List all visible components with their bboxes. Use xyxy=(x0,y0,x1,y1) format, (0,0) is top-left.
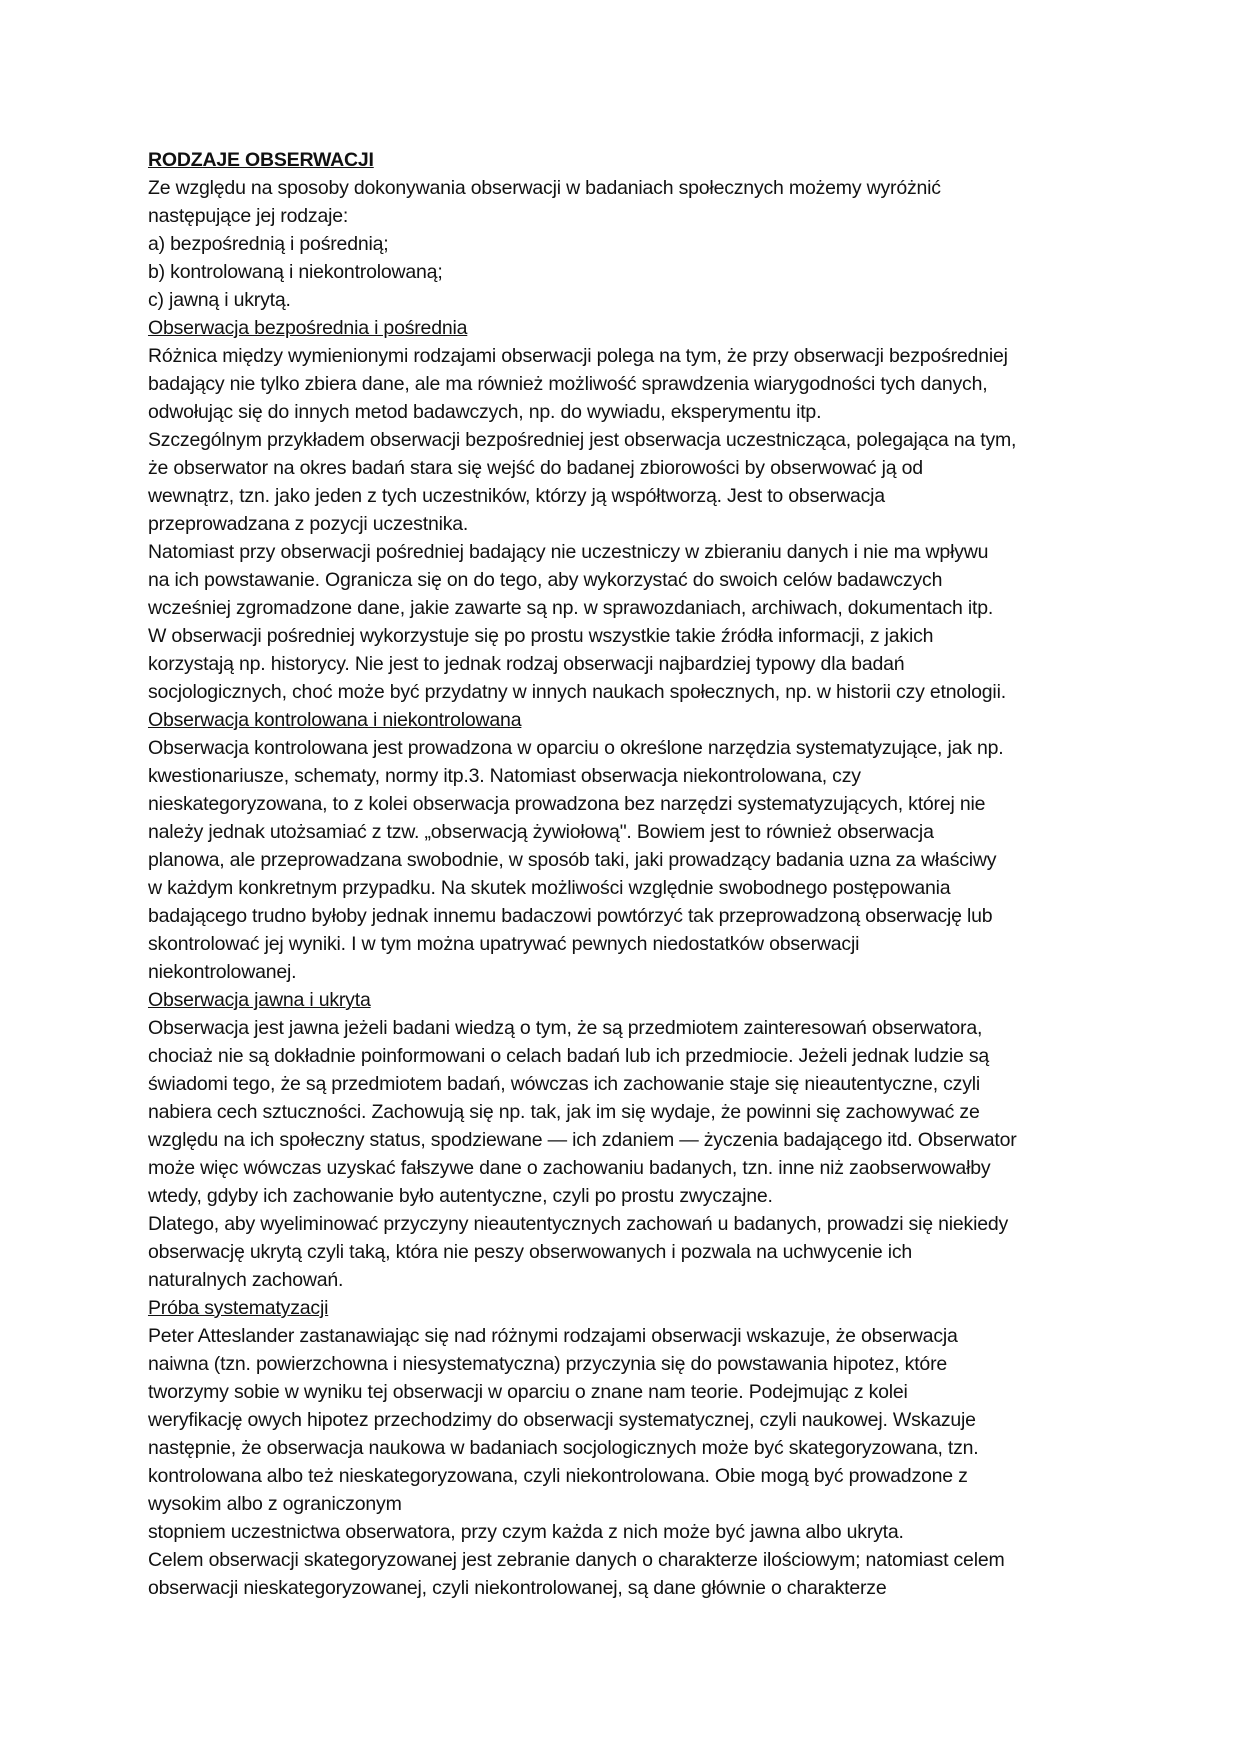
paragraph-line: Szczególnym przykładem obserwacji bezpośredniej jest obserwacja uczestnicząca, polegająca na tym, xyxy=(148,429,1017,451)
section-overt-covert xyxy=(148,986,1098,1294)
paragraph-line: badający nie tylko zbiera dane, ale ma również możliwość sprawdzenia wiarygodności tych danych, xyxy=(148,373,988,395)
paragraph-line: wcześniej zgromadzone dane, jakie zawarte są np. w sprawozdaniach, archiwach, dokumentach itp. xyxy=(148,597,994,619)
section-heading: Obserwacja bezpośrednia i pośrednia xyxy=(148,317,468,339)
document-title: RODZAJE OBSERWACJI xyxy=(148,149,374,171)
paragraph-line: w każdym konkretnym przypadku. Na skutek możliwości względnie swobodnego postępowania xyxy=(148,877,951,899)
paragraph-line: może więc wówczas uzyskać fałszywe dane o zachowaniu badanych, tzn. inne niż zaobserwowałby xyxy=(148,1157,991,1179)
paragraph-line: wtedy, gdyby ich zachowanie było autentyczne, czyli po prostu zwyczajne. xyxy=(148,1185,773,1207)
paragraph-line: chociaż nie są dokładnie poinformowani o celach badań lub ich przedmiocie. Jeżeli jednak ludzie są xyxy=(148,1045,990,1067)
paragraph-line: Natomiast przy obserwacji pośredniej badający nie uczestniczy w zbieraniu danych i nie ma wpływu xyxy=(148,541,989,563)
paragraph-line: badającego trudno byłoby jednak innemu badaczowi powtórzyć tak przeprowadzoną obserwację lub xyxy=(148,905,993,927)
section-heading: Obserwacja kontrolowana i niekontrolowana xyxy=(148,709,522,731)
intro-block xyxy=(148,174,1098,314)
intro-line: Ze względu na sposoby dokonywania obserwacji w badaniach społecznych możemy wyróżnić xyxy=(148,177,941,199)
paragraph-line: Różnica między wymienionymi rodzajami obserwacji polega na tym, że przy obserwacji bezpośredniej xyxy=(148,345,1008,367)
paragraph-line: wewnątrz, tzn. jako jeden z tych uczestników, którzy ją współtworzą. Jest to obserwacja xyxy=(148,485,885,507)
paragraph-line: korzystają np. historycy. Nie jest to jednak rodzaj obserwacji najbardziej typowy dla badań xyxy=(148,653,905,675)
paragraph-line: socjologicznych, choć może być przydatny w innych naukach społecznych, np. w historii czy etnologii. xyxy=(148,681,1006,703)
paragraph-line: weryfikację owych hipotez przechodzimy do obserwacji systematycznej, czyli naukowej. Wskazuje xyxy=(148,1409,976,1431)
paragraph-line: nabiera cech sztuczności. Zachowują się np. tak, jak im się wydaje, że powinni się zachowywać ze xyxy=(148,1101,980,1123)
paragraph-line: wysokim albo z ograniczonym xyxy=(148,1493,402,1515)
paragraph-line: W obserwacji pośredniej wykorzystuje się po prostu wszystkie takie źródła informacji, z jakich xyxy=(148,625,934,647)
paragraph-line: planowa, ale przeprowadzana swobodnie, w sposób taki, jaki prowadzący badania uzna za właściwy xyxy=(148,849,997,871)
document-page xyxy=(148,146,1098,1602)
paragraph-line: na ich powstawanie. Ogranicza się on do tego, aby wykorzystać do swoich celów badawczych xyxy=(148,569,943,591)
paragraph-line: Celem obserwacji skategoryzowanej jest zebranie danych o charakterze ilościowym; natomiast celem xyxy=(148,1549,1005,1571)
paragraph-line: względu na ich społeczny status, spodziewane — ich zdaniem — życzenia badającego itd. Obserwator xyxy=(148,1129,1017,1151)
paragraph-line: przeprowadzana z pozycji uczestnika. xyxy=(148,513,469,535)
paragraph-line: świadomi tego, że są przedmiotem badań, wówczas ich zachowanie staje się nieautentyczne, czyli xyxy=(148,1073,981,1095)
paragraph-line: kwestionariusze, schematy, normy itp.3. Natomiast obserwacja niekontrolowana, czy xyxy=(148,765,861,787)
paragraph-line: naiwna (tzn. powierzchowna i niesystematyczna) przyczynia się do powstawania hipotez, które xyxy=(148,1353,948,1375)
paragraph-line: Dlatego, aby wyeliminować przyczyny nieautentycznych zachowań u badanych, prowadzi się niekiedy xyxy=(148,1213,1009,1235)
paragraph-line: Obserwacja jest jawna jeżeli badani wiedzą o tym, że są przedmiotem zainteresowań obserwatora, xyxy=(148,1017,983,1039)
paragraph-line: obserwacji nieskategoryzowanej, czyli niekontrolowanej, są dane głównie o charakterze xyxy=(148,1577,887,1599)
paragraph-line: następnie, że obserwacja naukowa w badaniach socjologicznych może być skategoryzowana, tzn. xyxy=(148,1437,979,1459)
section-direct-indirect xyxy=(148,314,1098,706)
section-heading: Próba systematyzacji xyxy=(148,1297,329,1319)
paragraph-line: Peter Atteslander zastanawiając się nad różnymi rodzajami obserwacji wskazuje, że obserwacja xyxy=(148,1325,958,1347)
section-heading: Obserwacja jawna i ukryta xyxy=(148,989,371,1011)
section-systematization xyxy=(148,1294,1098,1602)
paragraph-line: obserwację ukrytą czyli taką, która nie peszy obserwowanych i pozwala na uchwycenie ich xyxy=(148,1241,913,1263)
paragraph-line: odwołując się do innych metod badawczych, np. do wywiadu, eksperymentu itp. xyxy=(148,401,822,423)
intro-list-item-a: a) bezpośrednią i pośrednią; xyxy=(148,233,389,255)
paragraph-line: skontrolować jej wyniki. I w tym można upatrywać pewnych niedostatków obserwacji xyxy=(148,933,860,955)
intro-line: następujące jej rodzaje: xyxy=(148,205,349,227)
intro-list-item-b: b) kontrolowaną i niekontrolowaną; xyxy=(148,261,443,283)
paragraph-line: nieskategoryzowana, to z kolei obserwacja prowadzona bez narzędzi systematyzujących, której nie xyxy=(148,793,986,815)
paragraph-line: że obserwator na okres badań stara się wejść do badanej zbiorowości by obserwować ją od xyxy=(148,457,923,479)
section-controlled-uncontrolled xyxy=(148,706,1098,986)
paragraph-line: Obserwacja kontrolowana jest prowadzona w oparciu o określone narzędzia systematyzujące, jak np. xyxy=(148,737,1004,759)
paragraph-line: należy jednak utożsamiać z tzw. „obserwacją żywiołową". Bowiem jest to również obserwacja xyxy=(148,821,934,843)
paragraph-line: naturalnych zachowań. xyxy=(148,1269,344,1291)
paragraph-line: kontrolowana albo też nieskategoryzowana, czyli niekontrolowana. Obie mogą być prowadzone z xyxy=(148,1465,968,1487)
intro-list-item-c: c) jawną i ukrytą. xyxy=(148,289,291,311)
paragraph-line: tworzymy sobie w wyniku tej obserwacji w oparciu o znane nam teorie. Podejmując z kolei xyxy=(148,1381,908,1403)
paragraph-line: niekontrolowanej. xyxy=(148,961,297,983)
paragraph-line: stopniem uczestnictwa obserwatora, przy czym każda z nich może być jawna albo ukryta. xyxy=(148,1521,904,1543)
